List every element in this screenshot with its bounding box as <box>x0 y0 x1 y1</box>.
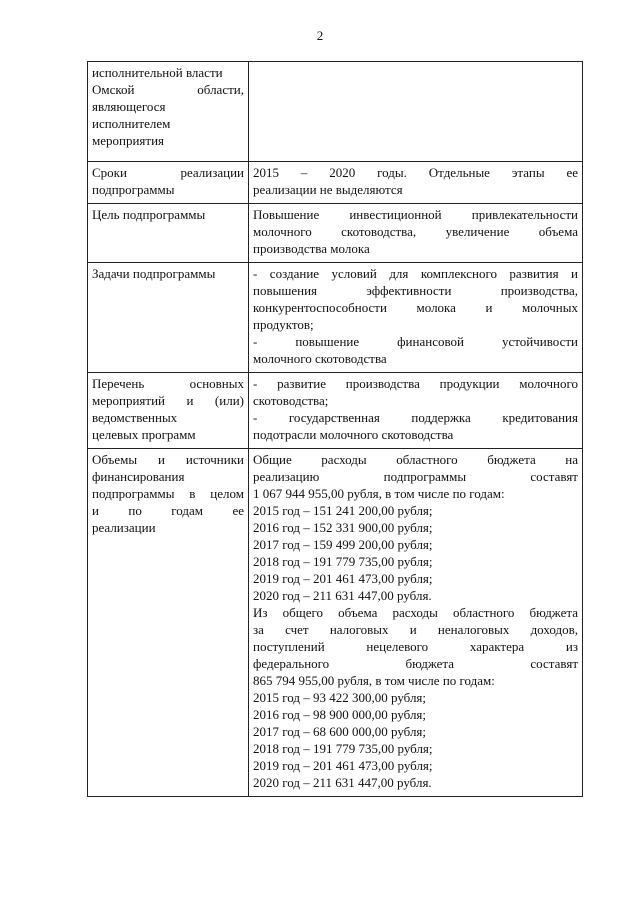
row-label <box>88 449 249 797</box>
value-line: федерального бюджета составят <box>253 656 578 671</box>
value-line: подотрасли молочного скотоводства <box>253 427 454 442</box>
value-line: Общие расходы областного бюджета на <box>253 452 578 467</box>
table-row-terms <box>88 162 583 204</box>
label-line: подпрограммы <box>92 182 175 197</box>
label-line: являющегося <box>92 99 166 114</box>
label-line: Объемы и источники <box>92 452 244 467</box>
value-line: за счет налоговых и неналоговых доходов, <box>253 622 578 637</box>
row-label <box>88 162 249 204</box>
value-line: молочного скотоводства <box>253 351 387 366</box>
value-line: конкурентоспособности молока и молочных <box>253 300 578 315</box>
row-label <box>88 204 249 263</box>
value-line: 2015 – 2020 годы. Отдельные этапы ее <box>253 165 578 180</box>
table-row-activities <box>88 373 583 449</box>
value-line: производства молока <box>253 241 370 256</box>
value-line: 1 067 944 955,00 рубля, в том числе по годам: <box>253 486 505 501</box>
label-line: финансирования <box>92 469 185 484</box>
value-line: 2018 год – 191 779 735,00 рубля; <box>253 741 433 756</box>
value-line: повышения эффективности производства, <box>253 283 578 298</box>
value-line: 2018 год – 191 779 735,00 рубля; <box>253 554 433 569</box>
value-line: Из общего объема расходы областного бюджета <box>253 605 578 620</box>
value-line: - развитие производства продукции молочного <box>253 376 578 391</box>
label-line: ведомственных <box>92 410 178 425</box>
value-line: 2017 год – 68 600 000,00 рубля; <box>253 724 427 739</box>
value-line: 2019 год – 201 461 473,00 рубля; <box>253 571 433 586</box>
label-line: исполнительной власти <box>92 65 223 80</box>
value-line: скотоводства; <box>253 393 329 408</box>
row-value <box>249 449 583 797</box>
value-line: 2016 год – 152 331 900,00 рубля; <box>253 520 433 535</box>
label-line: Цель подпрограммы <box>92 207 206 222</box>
value-line: 2020 год – 211 631 447,00 рубля. <box>253 775 432 790</box>
value-line: - создание условий для комплексного развития и <box>253 266 578 281</box>
label-line: мероприятий и (или) <box>92 393 244 408</box>
table-row-executor <box>88 62 583 162</box>
value-line: - повышение финансовой устойчивости <box>253 334 578 349</box>
value-line: 2016 год – 98 900 000,00 рубля; <box>253 707 427 722</box>
label-line: Перечень основных <box>92 376 244 391</box>
label-line: исполнителем <box>92 116 171 131</box>
row-label <box>88 373 249 449</box>
value-line: 2015 год – 93 422 300,00 рубля; <box>253 690 427 705</box>
value-line: 2015 год – 151 241 200,00 рубля; <box>253 503 433 518</box>
table-row-tasks <box>88 263 583 373</box>
subprogram-passport-table <box>87 61 583 797</box>
value-line: молочного скотоводства, увеличение объема <box>253 224 578 239</box>
row-value <box>249 263 583 373</box>
value-line: - государственная поддержка кредитования <box>253 410 578 425</box>
row-value <box>249 204 583 263</box>
value-line: поступлений нецелевого характера из <box>253 639 578 654</box>
value-line: реализацию подпрограммы составят <box>253 469 578 484</box>
value-line: реализации не выделяются <box>253 182 403 197</box>
page-number: 2 <box>316 28 324 43</box>
row-value <box>249 373 583 449</box>
label-line: мероприятия <box>92 133 165 148</box>
value-line: 2020 год – 211 631 447,00 рубля. <box>253 588 432 603</box>
value-line: 865 794 955,00 рубля, в том числе по годам: <box>253 673 495 688</box>
row-label <box>88 263 249 373</box>
row-value <box>249 162 583 204</box>
label-line: Омской области, <box>92 82 244 97</box>
label-line: Сроки реализации <box>92 165 244 180</box>
label-line: реализации <box>92 520 156 535</box>
value-line: продуктов; <box>253 317 314 332</box>
table-row-funding <box>88 449 583 797</box>
value-line: 2019 год – 201 461 473,00 рубля; <box>253 758 433 773</box>
table-row-goal <box>88 204 583 263</box>
row-label <box>88 62 249 162</box>
value-line: Повышение инвестиционной привлекательности <box>253 207 578 222</box>
label-line: целевых программ <box>92 427 196 442</box>
row-value-empty <box>249 62 583 162</box>
label-line: и по годам ее <box>92 503 244 518</box>
label-line: Задачи подпрограммы <box>92 266 216 281</box>
label-line: подпрограммы в целом <box>92 486 244 501</box>
value-line: 2017 год – 159 499 200,00 рубля; <box>253 537 433 552</box>
